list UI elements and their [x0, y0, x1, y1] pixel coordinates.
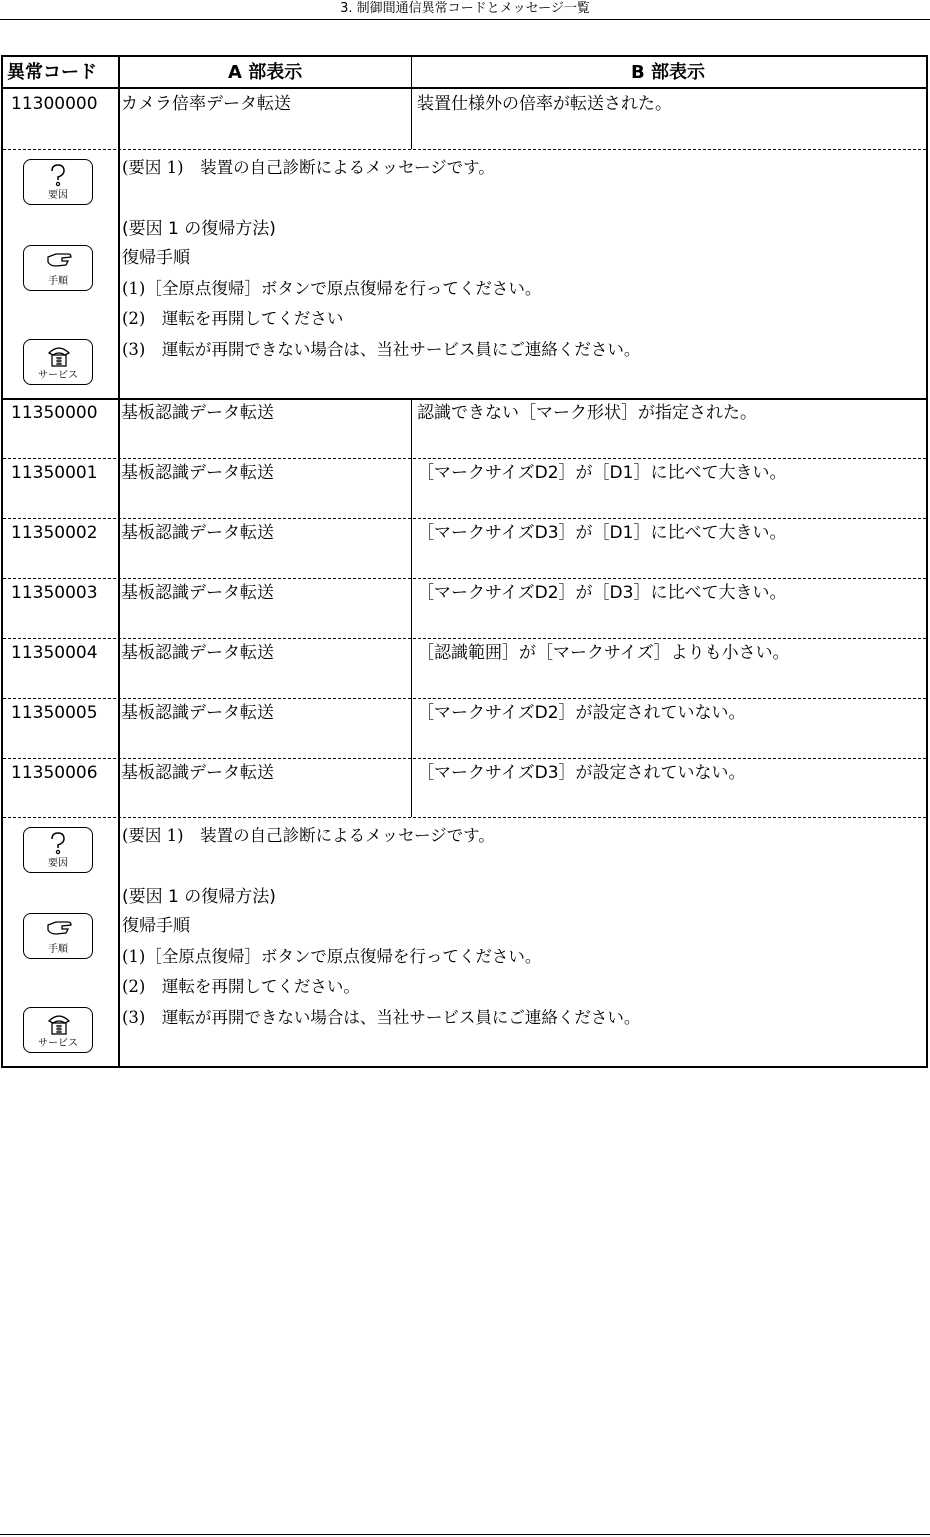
- row-code: 11300000: [11, 94, 98, 114]
- row-code: 11350006: [11, 763, 98, 783]
- row-divider: [3, 638, 926, 639]
- column-divider-ab: [411, 57, 412, 149]
- recovery-title: (要因 1 の復帰方法): [122, 887, 276, 907]
- row-b-text: ［マークサイズD3］が［D1］に比べて大きい。: [417, 523, 787, 543]
- column-header-b: B 部表示: [631, 62, 705, 83]
- procedure-title: 復帰手順: [122, 248, 190, 268]
- row-code: 11350002: [11, 523, 98, 543]
- cause-icon: 要因: [23, 827, 93, 873]
- cause-text: (要因 1) 装置の自己診断によるメッセージです。: [122, 826, 495, 845]
- row-code: 11350003: [11, 583, 98, 603]
- row-b-text: ［マークサイズD2］が［D1］に比べて大きい。: [417, 463, 787, 483]
- row-b-text: 装置仕様外の倍率が転送された。: [417, 94, 672, 114]
- procedure-step: (2) 運転を再開してください: [122, 309, 344, 328]
- row-a-text: 基板認識データ転送: [121, 403, 274, 423]
- procedure-icon: 手順: [23, 913, 93, 959]
- recovery-title: (要因 1 の復帰方法): [122, 219, 276, 239]
- row-code: 11350004: [11, 643, 98, 663]
- procedure-step: (3) 運転が再開できない場合は、当社サービス員にご連絡ください。: [122, 1008, 641, 1027]
- column-header-a: A 部表示: [228, 62, 303, 83]
- group-divider: [3, 398, 926, 400]
- row-a-text: カメラ倍率データ転送: [121, 94, 291, 114]
- row-b-text: 認識できない［マーク形状］が指定された。: [417, 403, 757, 423]
- row-divider: [3, 578, 926, 579]
- row-code: 11350001: [11, 463, 98, 483]
- error-code-table: [1, 55, 928, 1068]
- row-a-text: 基板認識データ転送: [121, 643, 274, 663]
- footer-divider: [0, 1534, 930, 1535]
- row-b-text: ［認識範囲］が［マークサイズ］よりも小さい。: [417, 643, 790, 663]
- procedure-title: 復帰手順: [122, 916, 190, 936]
- column-divider-code: [118, 57, 120, 1066]
- row-b-text: ［マークサイズD2］が［D3］に比べて大きい。: [417, 583, 787, 603]
- row-divider: [3, 758, 926, 759]
- procedure-step: (2) 運転を再開してください。: [122, 977, 360, 996]
- row-divider: [3, 817, 926, 818]
- column-header-code: 異常コード: [7, 62, 97, 83]
- row-b-text: ［マークサイズD3］が設定されていない。: [417, 763, 746, 783]
- procedure-step: (3) 運転が再開できない場合は、当社サービス員にご連絡ください。: [122, 340, 641, 359]
- row-a-text: 基板認識データ転送: [121, 463, 274, 483]
- cause-icon: 要因: [23, 159, 93, 205]
- row-divider: [3, 518, 926, 519]
- service-phone-icon: サービス: [23, 339, 93, 385]
- row-a-text: 基板認識データ転送: [121, 523, 274, 543]
- row-code: 11350005: [11, 703, 98, 723]
- header-row-divider: [3, 87, 926, 89]
- row-code: 11350000: [11, 403, 98, 423]
- row-b-text: ［マークサイズD2］が設定されていない。: [417, 703, 746, 723]
- header-divider: [0, 19, 930, 20]
- procedure-step: (1)［全原点復帰］ボタンで原点復帰を行ってください。: [122, 947, 542, 966]
- service-phone-icon: サービス: [23, 1007, 93, 1053]
- row-divider: [3, 458, 926, 459]
- row-a-text: 基板認識データ転送: [121, 763, 274, 783]
- page-header-title: 3. 制御間通信異常コードとメッセージ一覧: [340, 1, 590, 16]
- column-divider-ab: [411, 398, 412, 817]
- row-divider: [3, 698, 926, 699]
- row-divider: [3, 149, 926, 150]
- cause-text: (要因 1) 装置の自己診断によるメッセージです。: [122, 158, 495, 177]
- row-a-text: 基板認識データ転送: [121, 583, 274, 603]
- row-a-text: 基板認識データ転送: [121, 703, 274, 723]
- procedure-step: (1)［全原点復帰］ボタンで原点復帰を行ってください。: [122, 279, 542, 298]
- procedure-icon: 手順: [23, 245, 93, 291]
